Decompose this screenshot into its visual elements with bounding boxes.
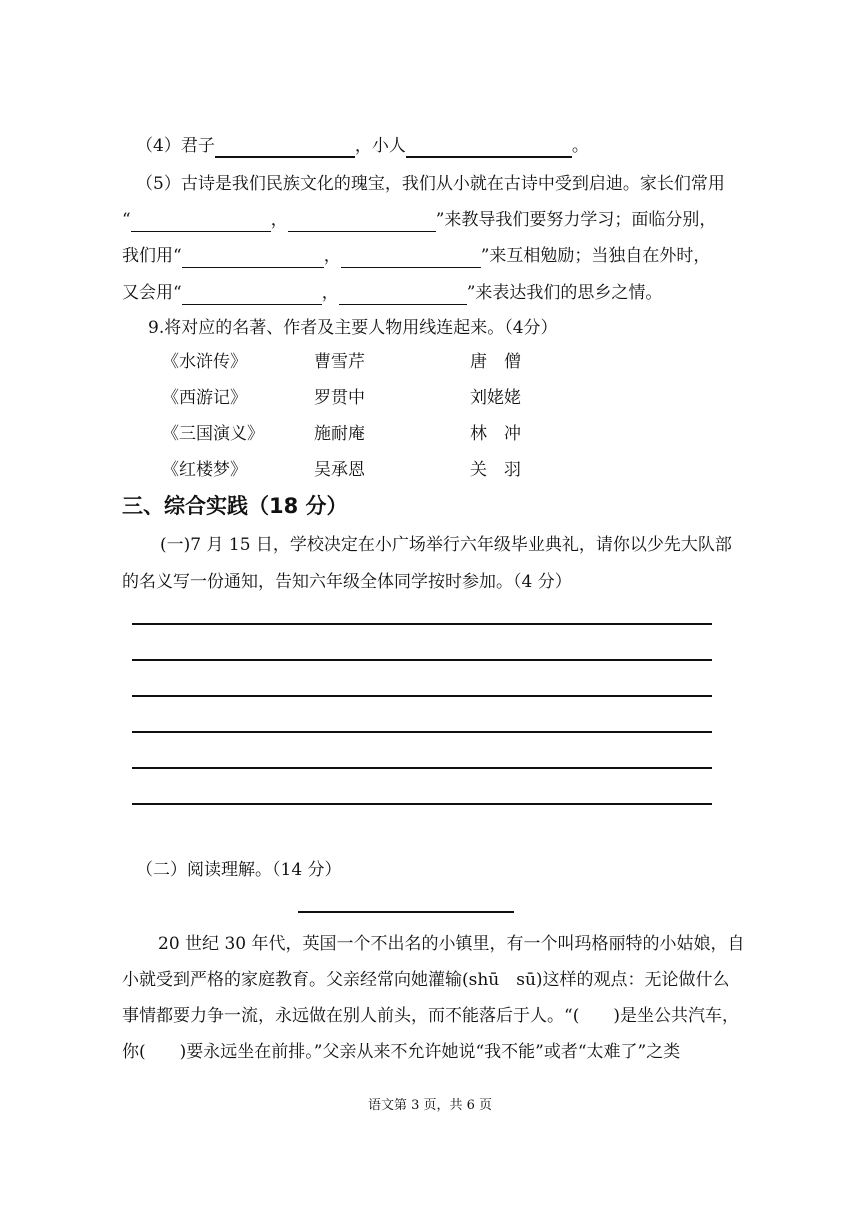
q4-prefix: （4）君子: [136, 136, 215, 156]
q4-blank-1[interactable]: [215, 138, 355, 158]
part1-line-2: 的名义写一份通知，告知六年级全体同学按时参加。（4 分）: [122, 572, 572, 592]
writing-line[interactable]: [132, 803, 712, 805]
q5-line-2: [122, 208, 716, 232]
q5-blank-2[interactable]: [288, 213, 436, 232]
q5-head-3: 又会用“: [122, 283, 182, 303]
q5-comma-3: ，: [321, 283, 339, 303]
q5-line-3: [122, 244, 710, 268]
writing-line[interactable]: [132, 623, 712, 625]
q4-mid: ，小人: [354, 136, 406, 156]
author-item[interactable]: 罗贯中: [314, 388, 365, 408]
book-item[interactable]: 《西游记》: [162, 388, 247, 408]
character-item[interactable]: 林 冲: [470, 424, 521, 444]
part2-title: （二）阅读理解。（14 分）: [136, 860, 342, 880]
q5-blank-4[interactable]: [341, 249, 481, 268]
q5-blank-5[interactable]: [182, 286, 322, 305]
q5-line-1: [136, 172, 725, 196]
q5-blank-6[interactable]: [339, 286, 467, 305]
q4-blank-2[interactable]: [406, 138, 572, 158]
writing-line[interactable]: [132, 695, 712, 697]
q5-blank-1[interactable]: [131, 213, 271, 232]
reading-line: 你( )要永远坐在前排。”父亲从来不允许她说“我不能”或者“太难了”之类: [122, 1042, 681, 1062]
book-item[interactable]: 《水浒传》: [162, 352, 247, 372]
section-3-title: 三、综合实践（18 分）: [122, 494, 348, 518]
reading-title-blank[interactable]: [298, 911, 514, 913]
author-item[interactable]: 施耐庵: [314, 424, 365, 444]
q5-tail-3: ”来表达我们的思乡之情。: [466, 283, 663, 303]
q5-blank-3[interactable]: [182, 249, 324, 268]
question-4: [136, 134, 589, 158]
character-item[interactable]: 唐 僧: [470, 352, 521, 372]
writing-line[interactable]: [132, 767, 712, 769]
question-9-prompt: 9.将对应的名著、作者及主要人物用线连起来。（4分）: [148, 318, 558, 338]
writing-line[interactable]: [132, 659, 712, 661]
book-item[interactable]: 《红楼梦》: [162, 460, 247, 480]
author-item[interactable]: 吴承恩: [314, 460, 365, 480]
q4-end: 。: [571, 136, 589, 156]
reading-line: 20 世纪 30 年代，英国一个不出名的小镇里，有一个叫玛格丽特的小姑娘，自: [158, 934, 745, 954]
q5-quote-open: “: [122, 210, 131, 230]
page-footer: 语文第 3 页，共 6 页: [367, 1098, 493, 1113]
reading-line: 小就受到严格的家庭教育。父亲经常向她灌输(shū sū)这样的观点：无论做什么: [122, 970, 730, 990]
author-item[interactable]: 曹雪芹: [314, 352, 365, 372]
q5-head-2: 我们用“: [122, 246, 182, 266]
q5-tail-2: ”来互相勉励；当独自在外时，: [480, 246, 711, 266]
q5-text-1: （5）古诗是我们民族文化的瑰宝，我们从小就在古诗中受到启迪。家长们常用: [136, 174, 725, 194]
q5-tail-1: ”来教导我们要努力学习；面临分别，: [435, 210, 717, 230]
part1-line-1: (一)7 月 15 日，学校决定在小广场举行六年级毕业典礼，请你以少先大队部: [160, 535, 732, 555]
q5-comma-1: ，: [270, 210, 288, 230]
character-item[interactable]: 刘姥姥: [470, 388, 521, 408]
reading-line: 事情都要力争一流，永远做在别人前头，而不能落后于人。“( )是坐公共汽车，: [122, 1006, 739, 1026]
q5-line-4: [122, 281, 662, 305]
character-item[interactable]: 关 羽: [470, 460, 521, 480]
book-item[interactable]: 《三国演义》: [162, 424, 264, 444]
q5-comma-2: ，: [323, 246, 341, 266]
writing-line[interactable]: [132, 731, 712, 733]
